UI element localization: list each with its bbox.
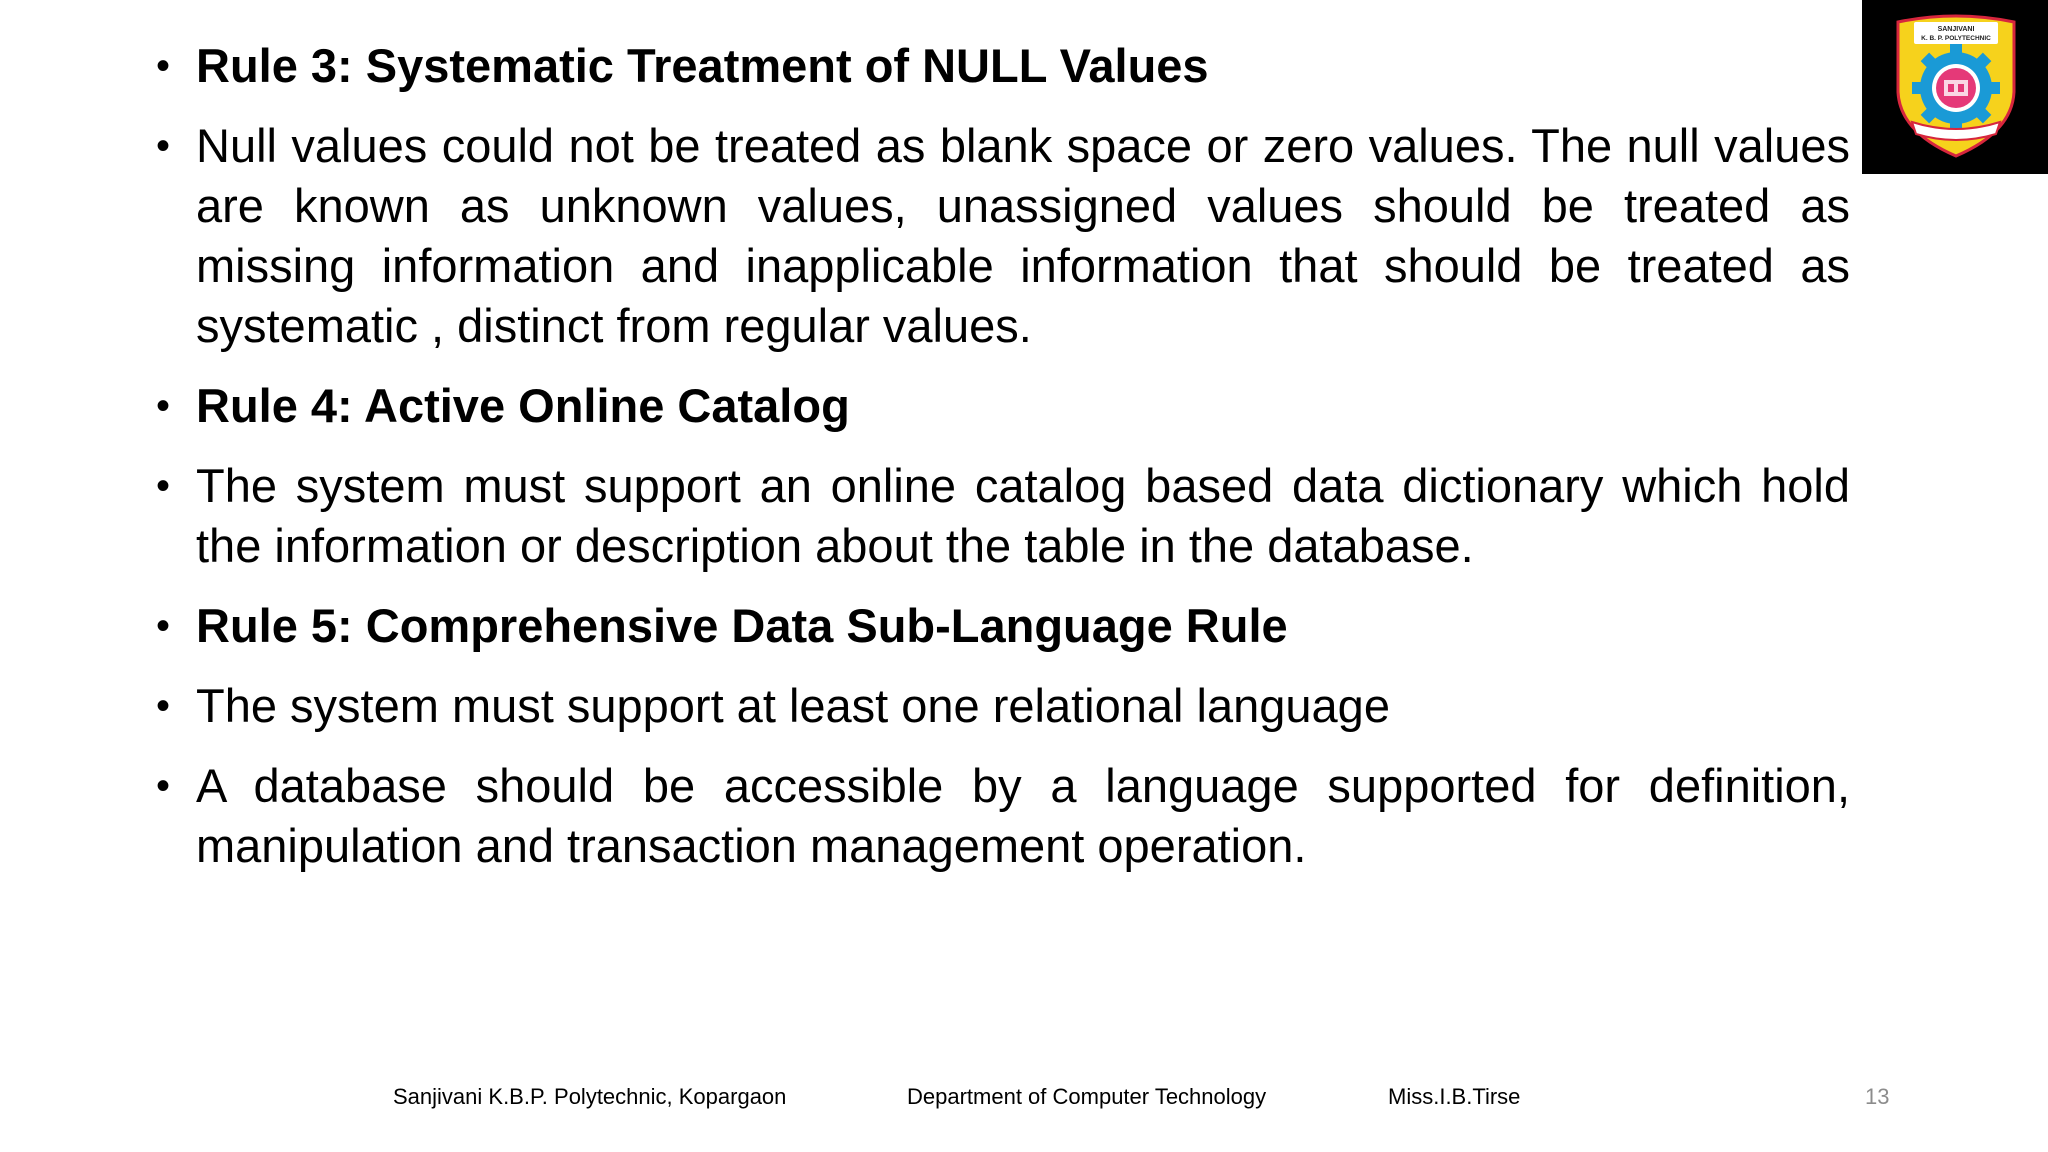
bullet-text: The system must support at least one relational language — [196, 679, 1390, 732]
bullet-icon: • — [156, 124, 171, 168]
bullet-rule-4-heading — [150, 376, 1850, 436]
bullet-rule-5-heading — [150, 596, 1850, 656]
bullet-text: The system must support an online catalog based data dictionary which hold the information or description about the table in the database. — [196, 459, 1850, 572]
bullet-icon: • — [156, 764, 171, 808]
logo-line1: SANJIVANI — [1937, 26, 1975, 33]
bullet-icon: • — [156, 44, 171, 88]
bullet-icon: • — [156, 604, 171, 648]
page-number: 13 — [1865, 1084, 1890, 1109]
bullet-text: Null values could not be treated as blank space or zero values. The null values are known as unknown values, unassigned values should be treated as missing information and inapplicable information that should be treated as systematic , distinct from regular values. — [196, 119, 1850, 352]
bullet-rule-3-description — [150, 116, 1850, 356]
bullet-text: Rule 3: Systematic Treatment of NULL Values — [196, 39, 1209, 92]
bullet-text: Rule 5: Comprehensive Data Sub-Language Rule — [196, 599, 1288, 652]
bullet-icon: • — [156, 464, 171, 508]
footer-institute: Sanjivani K.B.P. Polytechnic, Kopargaon — [393, 1084, 787, 1109]
bullet-rule-3-heading — [150, 36, 1850, 96]
bullet-text: A database should be accessible by a language supported for definition, manipulation and transaction management operation. — [196, 759, 1850, 872]
bullet-icon: • — [156, 684, 171, 728]
bullet-rule-5-detail — [150, 756, 1850, 876]
logo-line2: K. B. P. POLYTECHNIC — [1921, 35, 1991, 42]
bullet-list — [150, 36, 1850, 896]
bullet-rule-5-description — [150, 676, 1850, 736]
bullet-rule-4-description — [150, 456, 1850, 576]
footer-department: Department of Computer Technology — [907, 1084, 1267, 1109]
college-crest-icon — [1892, 14, 2020, 160]
bullet-icon: • — [156, 384, 171, 428]
bullet-text: Rule 4: Active Online Catalog — [196, 379, 850, 432]
college-logo — [1862, 0, 2048, 174]
footer-author: Miss.I.B.Tirse — [1388, 1084, 1521, 1109]
